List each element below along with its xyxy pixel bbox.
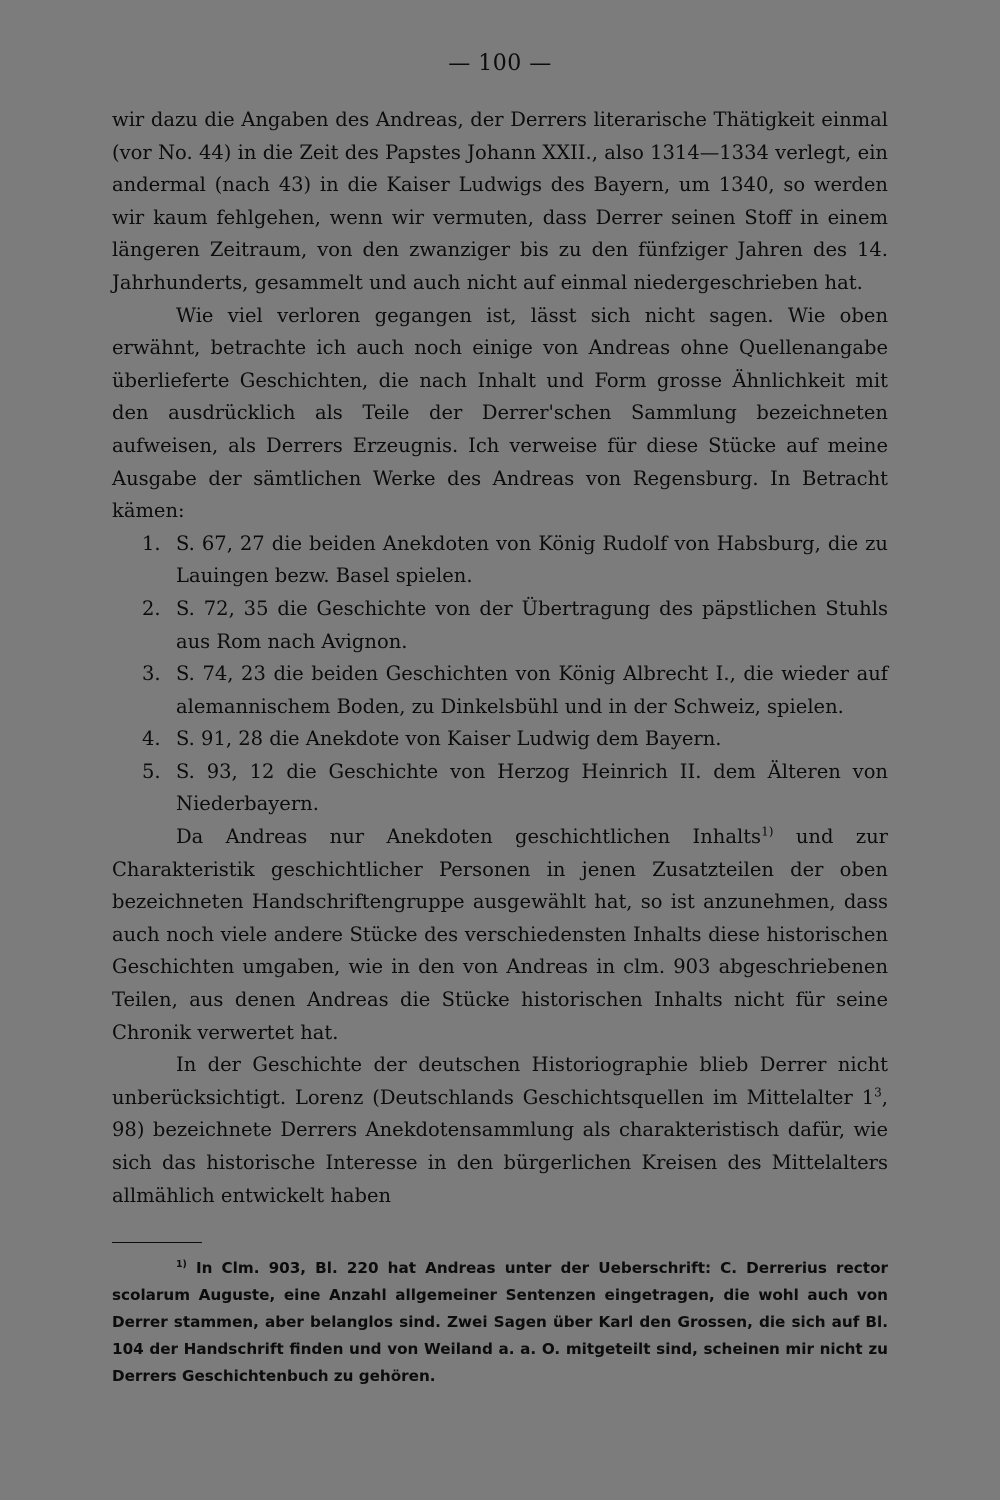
document-page bbox=[112, 48, 888, 1390]
list-item bbox=[112, 593, 888, 658]
paragraph-4 bbox=[112, 1049, 888, 1212]
list-item-text: S. 91, 28 die Anekdote von Kaiser Ludwig dem Bayern. bbox=[176, 727, 722, 751]
list-item-number: 1. bbox=[142, 531, 161, 555]
edition-superscript: 3 bbox=[874, 1085, 882, 1100]
paragraph-4-text-b: , 98) bezeichnete Derrers Anekdotensammlung als charakteristisch dafür, wie sich das historische Interesse in den bürgerlichen Kreisen des Mittelalters allmählich entwickelt haben bbox=[112, 1085, 888, 1207]
footnote-divider bbox=[112, 1242, 202, 1243]
paragraph-3 bbox=[112, 821, 888, 1049]
page-number: — 100 — bbox=[448, 51, 552, 76]
list-item-text: S. 93, 12 die Geschichte von Herzog Heinrich II. dem Älteren von Niederbayern. bbox=[176, 759, 888, 816]
list-item-text: S. 67, 27 die beiden Anekdoten von König Rudolf von Habsburg, die zu Lauingen bezw. Basel spielen. bbox=[176, 531, 888, 588]
body-text bbox=[112, 104, 888, 1212]
footnote-text: In Clm. 903, Bl. 220 hat Andreas unter der Ueberschrift: C. Derrerius rector scolarum Auguste, eine Anzahl allgemeiner Sentenzen eingetragen, die wohl auch von Derrer stammen, aber belanglos sind. Zwei Sagen über Karl den Grossen, die sich auf Bl. 104 der Handschrift finden und von Weiland a. a. O. mitgeteilt sind, scheinen mir nicht zu Derrers Geschichtenbuch zu gehören. bbox=[112, 1259, 888, 1386]
list-item-number: 5. bbox=[142, 759, 161, 783]
reference-list bbox=[112, 528, 888, 821]
list-item-number: 2. bbox=[142, 596, 161, 620]
paragraph-1: wir dazu die Angaben des Andreas, der Derrers literarische Thätigkeit einmal (vor No. 44) in die Zeit des Papstes Johann XXII., also 1314—1334 verlegt, ein andermal (nach 43) in die Kaiser Ludwigs des Bayern, um 1340, so werden wir kaum fehlgehen, wenn wir vermuten, dass Derrer seinen Stoff in einem längeren Zeitraum, von den zwanziger bis zu den fünfziger Jahren des 14. Jahrhunderts, gesammelt und auch nicht auf einmal niedergeschrieben hat. bbox=[112, 108, 888, 294]
paragraph-4-text-a: In der Geschichte der deutschen Historiographie blieb Derrer nicht unberücksichtigt. Lorenz (Deutschlands Geschichtsquellen im Mittelalter 1 bbox=[112, 1053, 888, 1109]
list-item-text: S. 72, 35 die Geschichte von der Übertragung des päpstlichen Stuhls aus Rom nach Avignon. bbox=[176, 596, 888, 653]
footnote bbox=[112, 1255, 888, 1390]
footnote-marker: 1) bbox=[176, 1259, 187, 1271]
footnote-reference: 1) bbox=[761, 824, 774, 839]
list-item bbox=[112, 658, 888, 723]
list-item-text: S. 74, 23 die beiden Geschichten von König Albrecht I., die wieder auf alemannischem Boden, zu Dinkelsbühl und in der Schweiz, spielen. bbox=[176, 662, 888, 718]
list-item-number: 3. bbox=[142, 662, 161, 686]
paragraph-3-text-b: und zur Charakteristik geschichtlicher Personen in jenen Zusatzteilen der oben bezeichneten Handschriftengruppe ausgewählt hat, so ist anzunehmen, dass auch noch viele andere Stücke des verschiedensten Inhalts diese historischen Geschichten umgaben, wie in den von Andreas in clm. 903 abgeschriebenen Teilen, aus denen Andreas die Stücke historischen Inhalts nicht für seine Chronik verwertet hat. bbox=[112, 825, 888, 1044]
paragraph-3-text-a: Da Andreas nur Anekdoten geschichtlichen Inhalts bbox=[176, 825, 762, 849]
list-item bbox=[112, 723, 888, 756]
list-item-number: 4. bbox=[142, 727, 161, 751]
paragraph-2: Wie viel verloren gegangen ist, lässt sich nicht sagen. Wie oben erwähnt, betrachte ich auch noch einige von Andreas ohne Quellenangabe überlieferte Geschichten, die nach Inhalt und Form grosse Ähnlichkeit mit den ausdrücklich als Teile der Derrer'schen Sammlung bezeichneten aufweisen, als Derrers Erzeugnis. Ich verweise für diese Stücke auf meine Ausgabe der sämtlichen Werke des Andreas von Regensburg. In Betracht kämen: bbox=[112, 303, 888, 523]
list-item bbox=[112, 528, 888, 593]
list-item bbox=[112, 756, 888, 821]
